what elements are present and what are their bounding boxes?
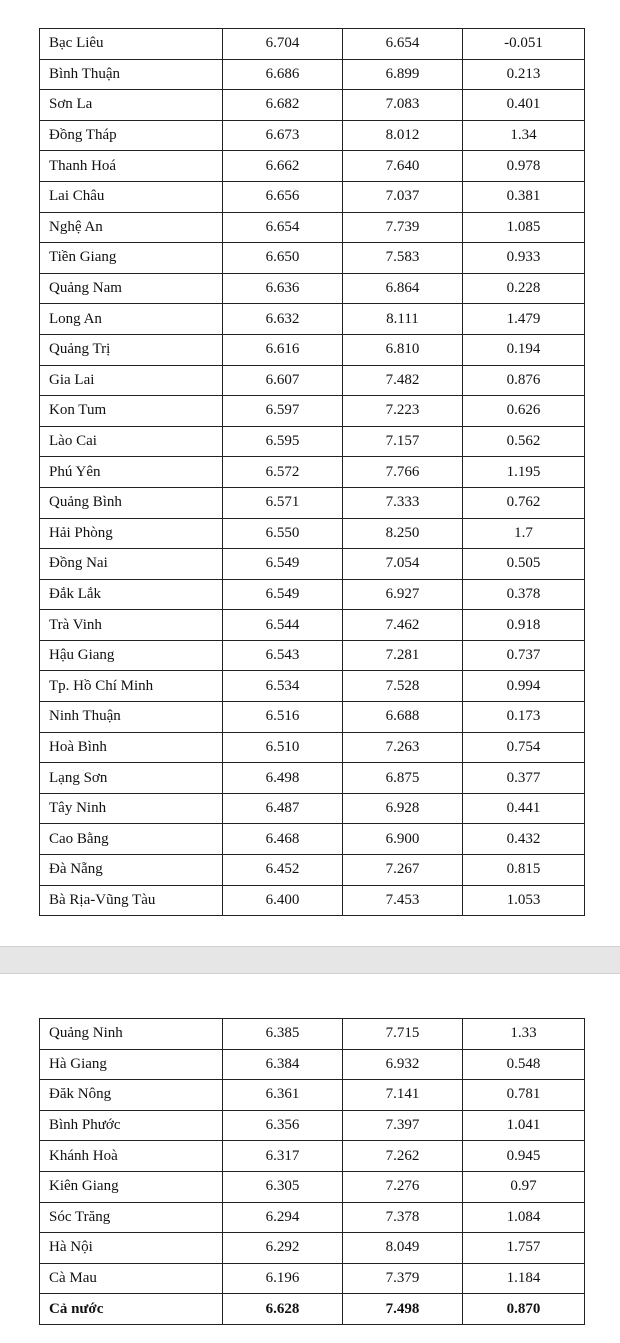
score-2020-cell: 7.397 <box>343 1110 463 1141</box>
score-change-cell: 1.479 <box>463 304 585 335</box>
province-name-cell: Thanh Hoá <box>40 151 223 182</box>
province-name-cell: Phú Yên <box>40 457 223 488</box>
score-change-cell: 1.34 <box>463 120 585 151</box>
score-2019-cell: 6.682 <box>223 90 343 121</box>
score-2019-cell: 6.543 <box>223 640 343 671</box>
table-row <box>40 1110 585 1141</box>
table-row <box>40 396 585 427</box>
score-change-cell: 0.626 <box>463 396 585 427</box>
table-row <box>40 487 585 518</box>
score-2019-cell: 6.704 <box>223 29 343 60</box>
score-change-cell: 1.195 <box>463 457 585 488</box>
province-name-cell: Cà Mau <box>40 1263 223 1294</box>
table-row <box>40 1080 585 1111</box>
province-name-cell: Tây Ninh <box>40 793 223 824</box>
score-change-cell: 1.041 <box>463 1110 585 1141</box>
table-row <box>40 334 585 365</box>
score-2020-cell: 6.900 <box>343 824 463 855</box>
table-row <box>40 610 585 641</box>
score-2019-cell: 6.686 <box>223 59 343 90</box>
table-row <box>40 1233 585 1264</box>
score-2020-cell: 7.263 <box>343 732 463 763</box>
province-name-cell: Lai Châu <box>40 181 223 212</box>
table-row <box>40 885 585 916</box>
score-2020-cell: 6.654 <box>343 29 463 60</box>
table-row <box>40 120 585 151</box>
score-2020-cell: 7.037 <box>343 181 463 212</box>
score-change-cell: 0.876 <box>463 365 585 396</box>
score-2019-cell: 6.384 <box>223 1049 343 1080</box>
score-change-cell: 1.053 <box>463 885 585 916</box>
province-name-cell: Lào Cai <box>40 426 223 457</box>
score-2020-cell: 8.049 <box>343 1233 463 1264</box>
score-change-cell: 0.918 <box>463 610 585 641</box>
score-change-cell: 1.757 <box>463 1233 585 1264</box>
score-2020-cell: 7.281 <box>343 640 463 671</box>
score-2020-cell: 6.688 <box>343 702 463 733</box>
table-row <box>40 855 585 886</box>
score-2020-cell: 7.528 <box>343 671 463 702</box>
score-2020-cell: 7.333 <box>343 487 463 518</box>
score-change-cell: 0.381 <box>463 181 585 212</box>
score-change-cell: 0.378 <box>463 579 585 610</box>
table-row <box>40 702 585 733</box>
score-2019-cell: 6.656 <box>223 181 343 212</box>
province-name-cell: Hà Giang <box>40 1049 223 1080</box>
table-row <box>40 181 585 212</box>
score-2019-cell: 6.385 <box>223 1019 343 1050</box>
score-2019-cell: 6.356 <box>223 1110 343 1141</box>
score-2019-cell: 6.632 <box>223 304 343 335</box>
score-2020-cell: 7.739 <box>343 212 463 243</box>
province-name-cell: Bà Rịa-Vũng Tàu <box>40 885 223 916</box>
table-row <box>40 365 585 396</box>
score-2019-cell: 6.196 <box>223 1263 343 1294</box>
score-change-cell: 0.213 <box>463 59 585 90</box>
score-2019-cell: 6.317 <box>223 1141 343 1172</box>
score-change-cell: -0.051 <box>463 29 585 60</box>
province-name-cell: Bình Phước <box>40 1110 223 1141</box>
score-2019-cell: 6.400 <box>223 885 343 916</box>
score-2020-cell: 7.583 <box>343 243 463 274</box>
score-2020-cell: 7.262 <box>343 1141 463 1172</box>
score-change-cell: 0.994 <box>463 671 585 702</box>
score-2019-cell: 6.636 <box>223 273 343 304</box>
province-name-cell: Đồng Tháp <box>40 120 223 151</box>
table-row <box>40 304 585 335</box>
score-2020-cell: 7.453 <box>343 885 463 916</box>
score-change-cell: 0.173 <box>463 702 585 733</box>
score-2020-cell: 7.276 <box>343 1171 463 1202</box>
table-row <box>40 1019 585 1050</box>
score-2019-cell: 6.616 <box>223 334 343 365</box>
score-2020-cell: 7.640 <box>343 151 463 182</box>
score-2019-cell: 6.452 <box>223 855 343 886</box>
score-change-cell: 0.377 <box>463 763 585 794</box>
score-2020-cell: 7.267 <box>343 855 463 886</box>
score-2020-cell: 6.928 <box>343 793 463 824</box>
score-change-cell: 1.33 <box>463 1019 585 1050</box>
score-change-cell: 0.432 <box>463 824 585 855</box>
score-2019-cell: 6.549 <box>223 549 343 580</box>
score-change-cell: 0.228 <box>463 273 585 304</box>
score-2020-cell: 8.250 <box>343 518 463 549</box>
score-2019-cell: 6.361 <box>223 1080 343 1111</box>
table-row <box>40 732 585 763</box>
score-2019-cell: 6.305 <box>223 1171 343 1202</box>
province-name-cell: Tp. Hồ Chí Minh <box>40 671 223 702</box>
score-change-cell: 0.562 <box>463 426 585 457</box>
score-change-cell: 0.194 <box>463 334 585 365</box>
province-name-cell: Hậu Giang <box>40 640 223 671</box>
score-2020-cell: 7.141 <box>343 1080 463 1111</box>
table-row <box>40 824 585 855</box>
table-row <box>40 640 585 671</box>
table-row <box>40 457 585 488</box>
score-change-cell: 0.737 <box>463 640 585 671</box>
score-2020-cell: 8.012 <box>343 120 463 151</box>
score-2019-cell: 6.595 <box>223 426 343 457</box>
total-label-cell: Cả nước <box>40 1294 223 1325</box>
score-change-cell: 0.401 <box>463 90 585 121</box>
score-2019-cell: 6.650 <box>223 243 343 274</box>
score-2020-cell: 7.482 <box>343 365 463 396</box>
score-change-cell: 1.7 <box>463 518 585 549</box>
province-name-cell: Đồng Nai <box>40 549 223 580</box>
score-change-cell: 0.933 <box>463 243 585 274</box>
province-name-cell: Hà Nội <box>40 1233 223 1264</box>
score-change-cell: 0.762 <box>463 487 585 518</box>
province-name-cell: Gia Lai <box>40 365 223 396</box>
table-row <box>40 671 585 702</box>
table-row <box>40 29 585 60</box>
score-2019-cell: 6.498 <box>223 763 343 794</box>
score-2019-cell: 6.468 <box>223 824 343 855</box>
score-2020-cell: 7.378 <box>343 1202 463 1233</box>
score-2020-cell: 6.899 <box>343 59 463 90</box>
province-name-cell: Kon Tum <box>40 396 223 427</box>
score-2020-cell: 6.864 <box>343 273 463 304</box>
score-2019-cell: 6.487 <box>223 793 343 824</box>
score-2020-cell: 7.083 <box>343 90 463 121</box>
score-2019-cell: 6.549 <box>223 579 343 610</box>
province-name-cell: Đà Nẵng <box>40 855 223 886</box>
score-2019-cell: 6.597 <box>223 396 343 427</box>
score-change-cell: 0.441 <box>463 793 585 824</box>
table-row <box>40 90 585 121</box>
score-change-cell: 0.815 <box>463 855 585 886</box>
score-change-cell: 0.978 <box>463 151 585 182</box>
table-row <box>40 1202 585 1233</box>
score-2019-cell: 6.673 <box>223 120 343 151</box>
score-2020-cell: 7.157 <box>343 426 463 457</box>
table-row <box>40 243 585 274</box>
total-change-cell: 0.870 <box>463 1294 585 1325</box>
province-name-cell: Tiền Giang <box>40 243 223 274</box>
total-score-2020-cell: 7.498 <box>343 1294 463 1325</box>
score-2020-cell: 7.223 <box>343 396 463 427</box>
score-2019-cell: 6.572 <box>223 457 343 488</box>
document-page-2 <box>0 974 620 1343</box>
score-2019-cell: 6.516 <box>223 702 343 733</box>
score-2019-cell: 6.654 <box>223 212 343 243</box>
province-name-cell: Đắk Lắk <box>40 579 223 610</box>
score-2019-cell: 6.607 <box>223 365 343 396</box>
province-score-table-part-2 <box>39 1018 585 1325</box>
score-2020-cell: 7.766 <box>343 457 463 488</box>
table-row <box>40 1263 585 1294</box>
score-change-cell: 0.548 <box>463 1049 585 1080</box>
score-change-cell: 0.505 <box>463 549 585 580</box>
province-name-cell: Lạng Sơn <box>40 763 223 794</box>
score-change-cell: 1.085 <box>463 212 585 243</box>
score-change-cell: 0.754 <box>463 732 585 763</box>
province-name-cell: Long An <box>40 304 223 335</box>
score-2020-cell: 6.810 <box>343 334 463 365</box>
score-2020-cell: 7.379 <box>343 1263 463 1294</box>
score-2019-cell: 6.544 <box>223 610 343 641</box>
province-name-cell: Ninh Thuận <box>40 702 223 733</box>
province-name-cell: Hoà Bình <box>40 732 223 763</box>
score-2019-cell: 6.294 <box>223 1202 343 1233</box>
score-change-cell: 0.945 <box>463 1141 585 1172</box>
page-separator <box>0 946 620 974</box>
table-row <box>40 763 585 794</box>
score-2020-cell: 6.927 <box>343 579 463 610</box>
province-name-cell: Nghệ An <box>40 212 223 243</box>
score-2019-cell: 6.662 <box>223 151 343 182</box>
table-row <box>40 1171 585 1202</box>
score-2020-cell: 6.875 <box>343 763 463 794</box>
province-name-cell: Quảng Bình <box>40 487 223 518</box>
province-name-cell: Khánh Hoà <box>40 1141 223 1172</box>
table-row <box>40 273 585 304</box>
score-2020-cell: 8.111 <box>343 304 463 335</box>
province-name-cell: Bạc Liêu <box>40 29 223 60</box>
table-row <box>40 793 585 824</box>
score-2020-cell: 7.054 <box>343 549 463 580</box>
score-change-cell: 1.084 <box>463 1202 585 1233</box>
province-name-cell: Cao Bằng <box>40 824 223 855</box>
score-2019-cell: 6.550 <box>223 518 343 549</box>
province-name-cell: Bình Thuận <box>40 59 223 90</box>
score-2020-cell: 7.462 <box>343 610 463 641</box>
score-2019-cell: 6.571 <box>223 487 343 518</box>
total-score-2019-cell: 6.628 <box>223 1294 343 1325</box>
table-row <box>40 518 585 549</box>
score-2019-cell: 6.534 <box>223 671 343 702</box>
score-2019-cell: 6.510 <box>223 732 343 763</box>
table-row <box>40 212 585 243</box>
table-row <box>40 1141 585 1172</box>
table-row <box>40 579 585 610</box>
province-name-cell: Hải Phòng <box>40 518 223 549</box>
province-name-cell: Quảng Trị <box>40 334 223 365</box>
province-name-cell: Trà Vinh <box>40 610 223 641</box>
province-score-table-part-1 <box>39 28 585 916</box>
score-change-cell: 0.97 <box>463 1171 585 1202</box>
table-row <box>40 426 585 457</box>
total-row <box>40 1294 585 1325</box>
province-name-cell: Sơn La <box>40 90 223 121</box>
province-name-cell: Đăk Nông <box>40 1080 223 1111</box>
province-name-cell: Sóc Trăng <box>40 1202 223 1233</box>
score-change-cell: 0.781 <box>463 1080 585 1111</box>
province-name-cell: Quảng Ninh <box>40 1019 223 1050</box>
score-2020-cell: 6.932 <box>343 1049 463 1080</box>
province-name-cell: Quảng Nam <box>40 273 223 304</box>
table-row <box>40 59 585 90</box>
score-change-cell: 1.184 <box>463 1263 585 1294</box>
table-row <box>40 151 585 182</box>
table-row <box>40 1049 585 1080</box>
score-2020-cell: 7.715 <box>343 1019 463 1050</box>
table-row <box>40 549 585 580</box>
score-2019-cell: 6.292 <box>223 1233 343 1264</box>
province-name-cell: Kiên Giang <box>40 1171 223 1202</box>
